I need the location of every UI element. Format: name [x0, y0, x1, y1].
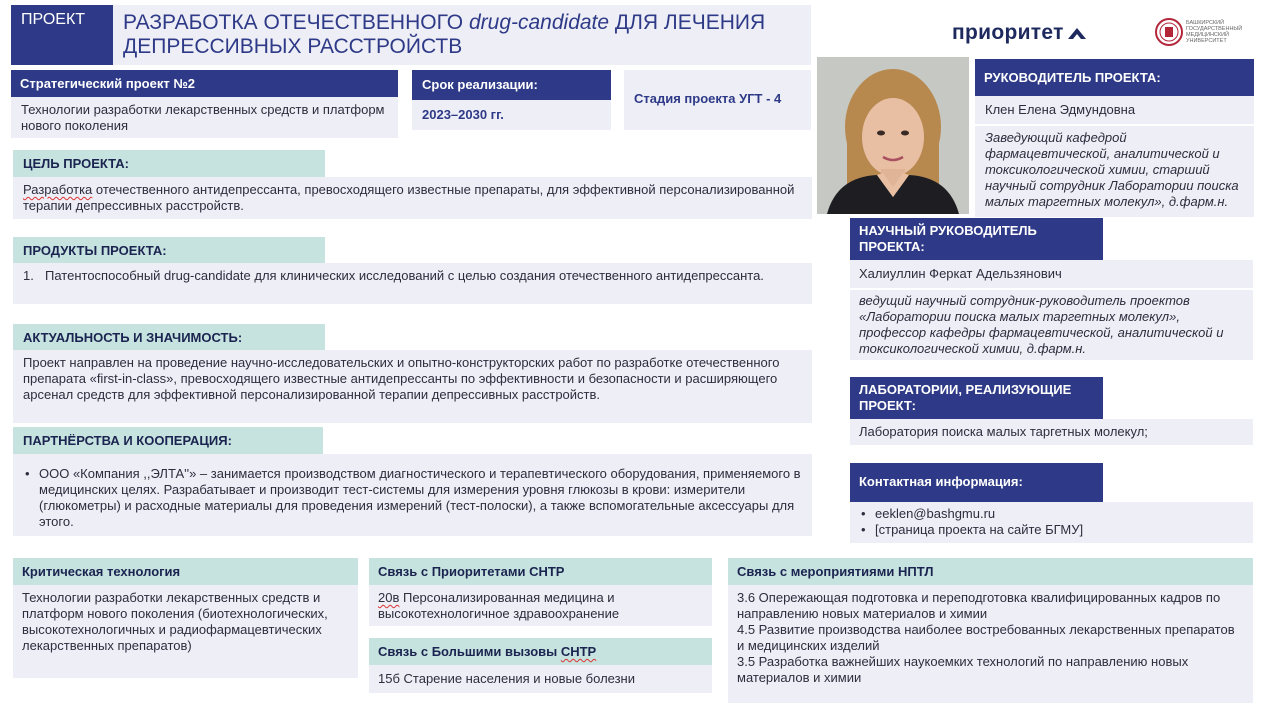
university-emblem-icon	[1155, 18, 1183, 46]
relevance-label: АКТУАЛЬНОСТЬ И ЗНАЧИМОСТЬ:	[13, 324, 325, 351]
list-item: 3.6 Опережающая подготовка и переподготовка квалифицированных кадров по направлению новых материалов и химии	[737, 590, 1221, 621]
period-label: Срок реализации:	[412, 70, 611, 100]
products-label: ПРОДУКТЫ ПРОЕКТА:	[13, 237, 325, 264]
critical-tech-text: Технологии разработки лекарственных средств и платформ нового поколения (биотехнологических, высокотехнологичных и радиофармацевтических лекарственных препаратов)	[13, 585, 358, 678]
labs-label: ЛАБОРАТОРИИ, РЕАЛИЗУЮЩИЕ ПРОЕКТ:	[850, 377, 1103, 419]
sci-leader-label: НАУЧНЫЙ РУКОВОДИТЕЛЬ ПРОЕКТА:	[850, 218, 1103, 260]
strategic-project-text: Технологии разработки лекарственных средств и платформ нового поколения	[11, 97, 398, 138]
critical-tech-label: Критическая технология	[13, 558, 358, 585]
list-item: 3.5 Разработка важнейших наукоемких технологий по направлению новых материалов и химии	[737, 654, 1189, 685]
relevance-text: Проект направлен на проведение научно-исследовательских и опытно-конструкторских работ по разработке отечественного препарата «first-in-class», превосходящего известные антидепрессанты по эффективности и безопасности и расширяющего арсенал средств для эффективной персонализированной терапии депрессивных расстройств.	[13, 350, 812, 423]
sntr-priorities-label: Связь с Приоритетами СНТР	[369, 558, 712, 585]
project-page-link[interactable]: • [страница проекта на сайте БГМУ]	[859, 522, 1244, 538]
project-stage: Стадия проекта УГТ - 4	[624, 70, 811, 130]
portrait-image	[817, 57, 969, 214]
list-item: • ООО «Компания ,,ЭЛТА''» – занимается производством диагностического и терапевтического оборудования, применяемого в медицинских целях. Разрабатывает и производит тест-системы для измерения уровня глюкозы в крови: измерители (глюкометры) и расходные материалы для проведения измерений (тест-полоски), а также вспомогательные аксессуары для этого.	[23, 466, 802, 530]
labs-text: Лаборатория поиска малых таргетных молекул;	[850, 419, 1253, 445]
leader-label: РУКОВОДИТЕЛЬ ПРОЕКТА:	[975, 59, 1254, 96]
sntr-challenges-label: Связь с Большими вызовы СНТР	[369, 638, 712, 665]
sci-leader-name: Халиуллин Феркат Адельзянович	[850, 260, 1253, 288]
leader-name: Клен Елена Эдмундовна	[975, 96, 1254, 124]
contact-label: Контактная информация:	[850, 463, 1103, 502]
products-list	[13, 263, 812, 304]
sci-leader-description: ведущий научный сотрудник-руководитель проектов «Лаборатории поиска малых таргетных молекул», профессор кафедры фармацевтической, аналитической и токсикологической химии, д.фарм.н.	[850, 290, 1253, 360]
goal-text: Разработка отечественного антидепрессанта, превосходящего известные препараты, для эффективной персонализированной терапии депрессивных расстройств.	[13, 177, 812, 219]
contact-email-link[interactable]: • eeklen@bashgmu.ru	[859, 506, 1244, 522]
goal-label: ЦЕЛЬ ПРОЕКТА:	[13, 150, 325, 177]
priority-logo: приоритет	[952, 20, 1087, 46]
contact-list	[850, 502, 1253, 543]
sntr-priorities-text: 20в Персонализированная медицина и высокотехнологичное здравоохранение	[369, 585, 712, 626]
leader-description: Заведующий кафедрой фармацевтической, аналитической и токсикологической химии, старший научный сотрудник Лаборатории поиска малых таргетных молекул», д.фарм.н.	[975, 126, 1254, 217]
nptl-label: Связь с мероприятиями НПТЛ	[728, 558, 1253, 585]
nptl-list	[728, 585, 1253, 703]
project-tag: ПРОЕКТ	[11, 5, 113, 65]
university-logo: БАШКИРСКИЙ ГОСУДАРСТВЕННЫЙ МЕДИЦИНСКИЙ УНИВЕРСИТЕТ	[1155, 18, 1242, 46]
strategic-project-label: Стратегический проект №2	[11, 70, 398, 97]
page-title: РАЗРАБОТКА ОТЕЧЕСТВЕННОГО drug-candidate ДЛЯ ЛЕЧЕНИЯ ДЕПРЕССИВНЫХ РАССТРОЙСТВ	[113, 5, 811, 65]
partnership-label: ПАРТНЁРСТВА И КООПЕРАЦИЯ:	[13, 427, 323, 454]
period-value: 2023–2030 гг.	[412, 100, 611, 130]
leader-photo	[817, 57, 969, 214]
partnership-list	[13, 454, 812, 536]
list-item: 4.5 Развитие производства наиболее востребованных лекарственных препаратов и медицинских изделий	[737, 622, 1235, 653]
priority-arrow-icon	[1067, 25, 1087, 41]
sntr-challenges-text: 15б Старение населения и новые болезни	[369, 665, 712, 693]
list-item: 1. Патентоспособный drug-candidate для клинических исследований с целью создания отечественного антидепрессанта.	[23, 268, 764, 283]
